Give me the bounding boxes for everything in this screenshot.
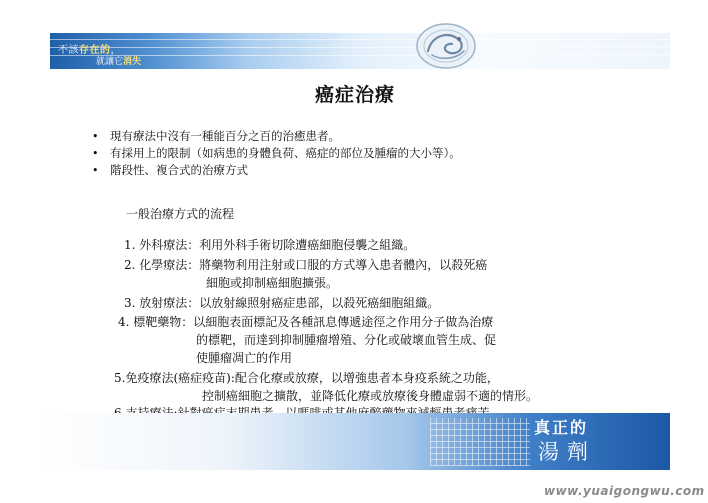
- bullet-list: [92, 128, 461, 179]
- step-5: 5.免疫療法(癌症疫苗):配合化療或放療，以增強患者本身疫系統之功能，: [114, 371, 499, 385]
- slogan-line-2: 就讓它消失: [96, 57, 142, 67]
- section-subheading: 一般治療方式的流程: [126, 207, 235, 221]
- step-2-continuation: 細胞或抑制癌細胞擴張。: [206, 276, 339, 290]
- footer-grid-pattern: [430, 418, 530, 466]
- header-banner: [50, 33, 670, 69]
- bullet-icon: •: [92, 164, 99, 177]
- step-1: 1. 外科療法：利用外科手術切除遭癌細胞侵襲之組織。: [124, 238, 416, 252]
- step-4-continuation: 的標靶，而達到抑制腫瘤增殖、分化或破壞血管生成、促: [196, 333, 497, 347]
- slogan-line-1: 不該存在的，: [58, 45, 121, 56]
- step-3: 3. 放射療法：以放射線照射癌症患部，以殺死癌細胞組織。: [124, 296, 440, 310]
- list-item: • 有採用上的限制（如病患的身體負荷、癌症的部位及腫瘤的大小等）。: [92, 146, 461, 160]
- brand-line-1: 真正的: [534, 418, 589, 437]
- page-title: 癌症治療: [314, 84, 395, 106]
- list-item: • 現有療法中沒有一種能百分之百的治癒患者。: [92, 129, 340, 143]
- brand-line-2: 湯劑: [538, 440, 596, 464]
- step-5-continuation: 控制癌細胞之擴散，並降低化療或放療後身體虛弱不適的情形。: [202, 389, 539, 403]
- coiled-dragon-emblem-icon: [414, 21, 478, 71]
- watermark-url: www.yuaigongwu.com: [544, 484, 705, 498]
- list-item: • 階段性、複合式的治療方式: [92, 163, 248, 177]
- step-2: 2. 化學療法：將藥物利用注射或口服的方式導入患者體內，以殺死癌: [124, 258, 488, 272]
- bullet-icon: •: [92, 130, 99, 143]
- bullet-icon: •: [92, 147, 99, 160]
- step-4: 4. 標靶藥物：以細胞表面標記及各種訊息傳遞途徑之作用分子做為治療: [118, 315, 494, 329]
- step-4-continuation: 使腫瘤凋亡的作用: [196, 351, 293, 365]
